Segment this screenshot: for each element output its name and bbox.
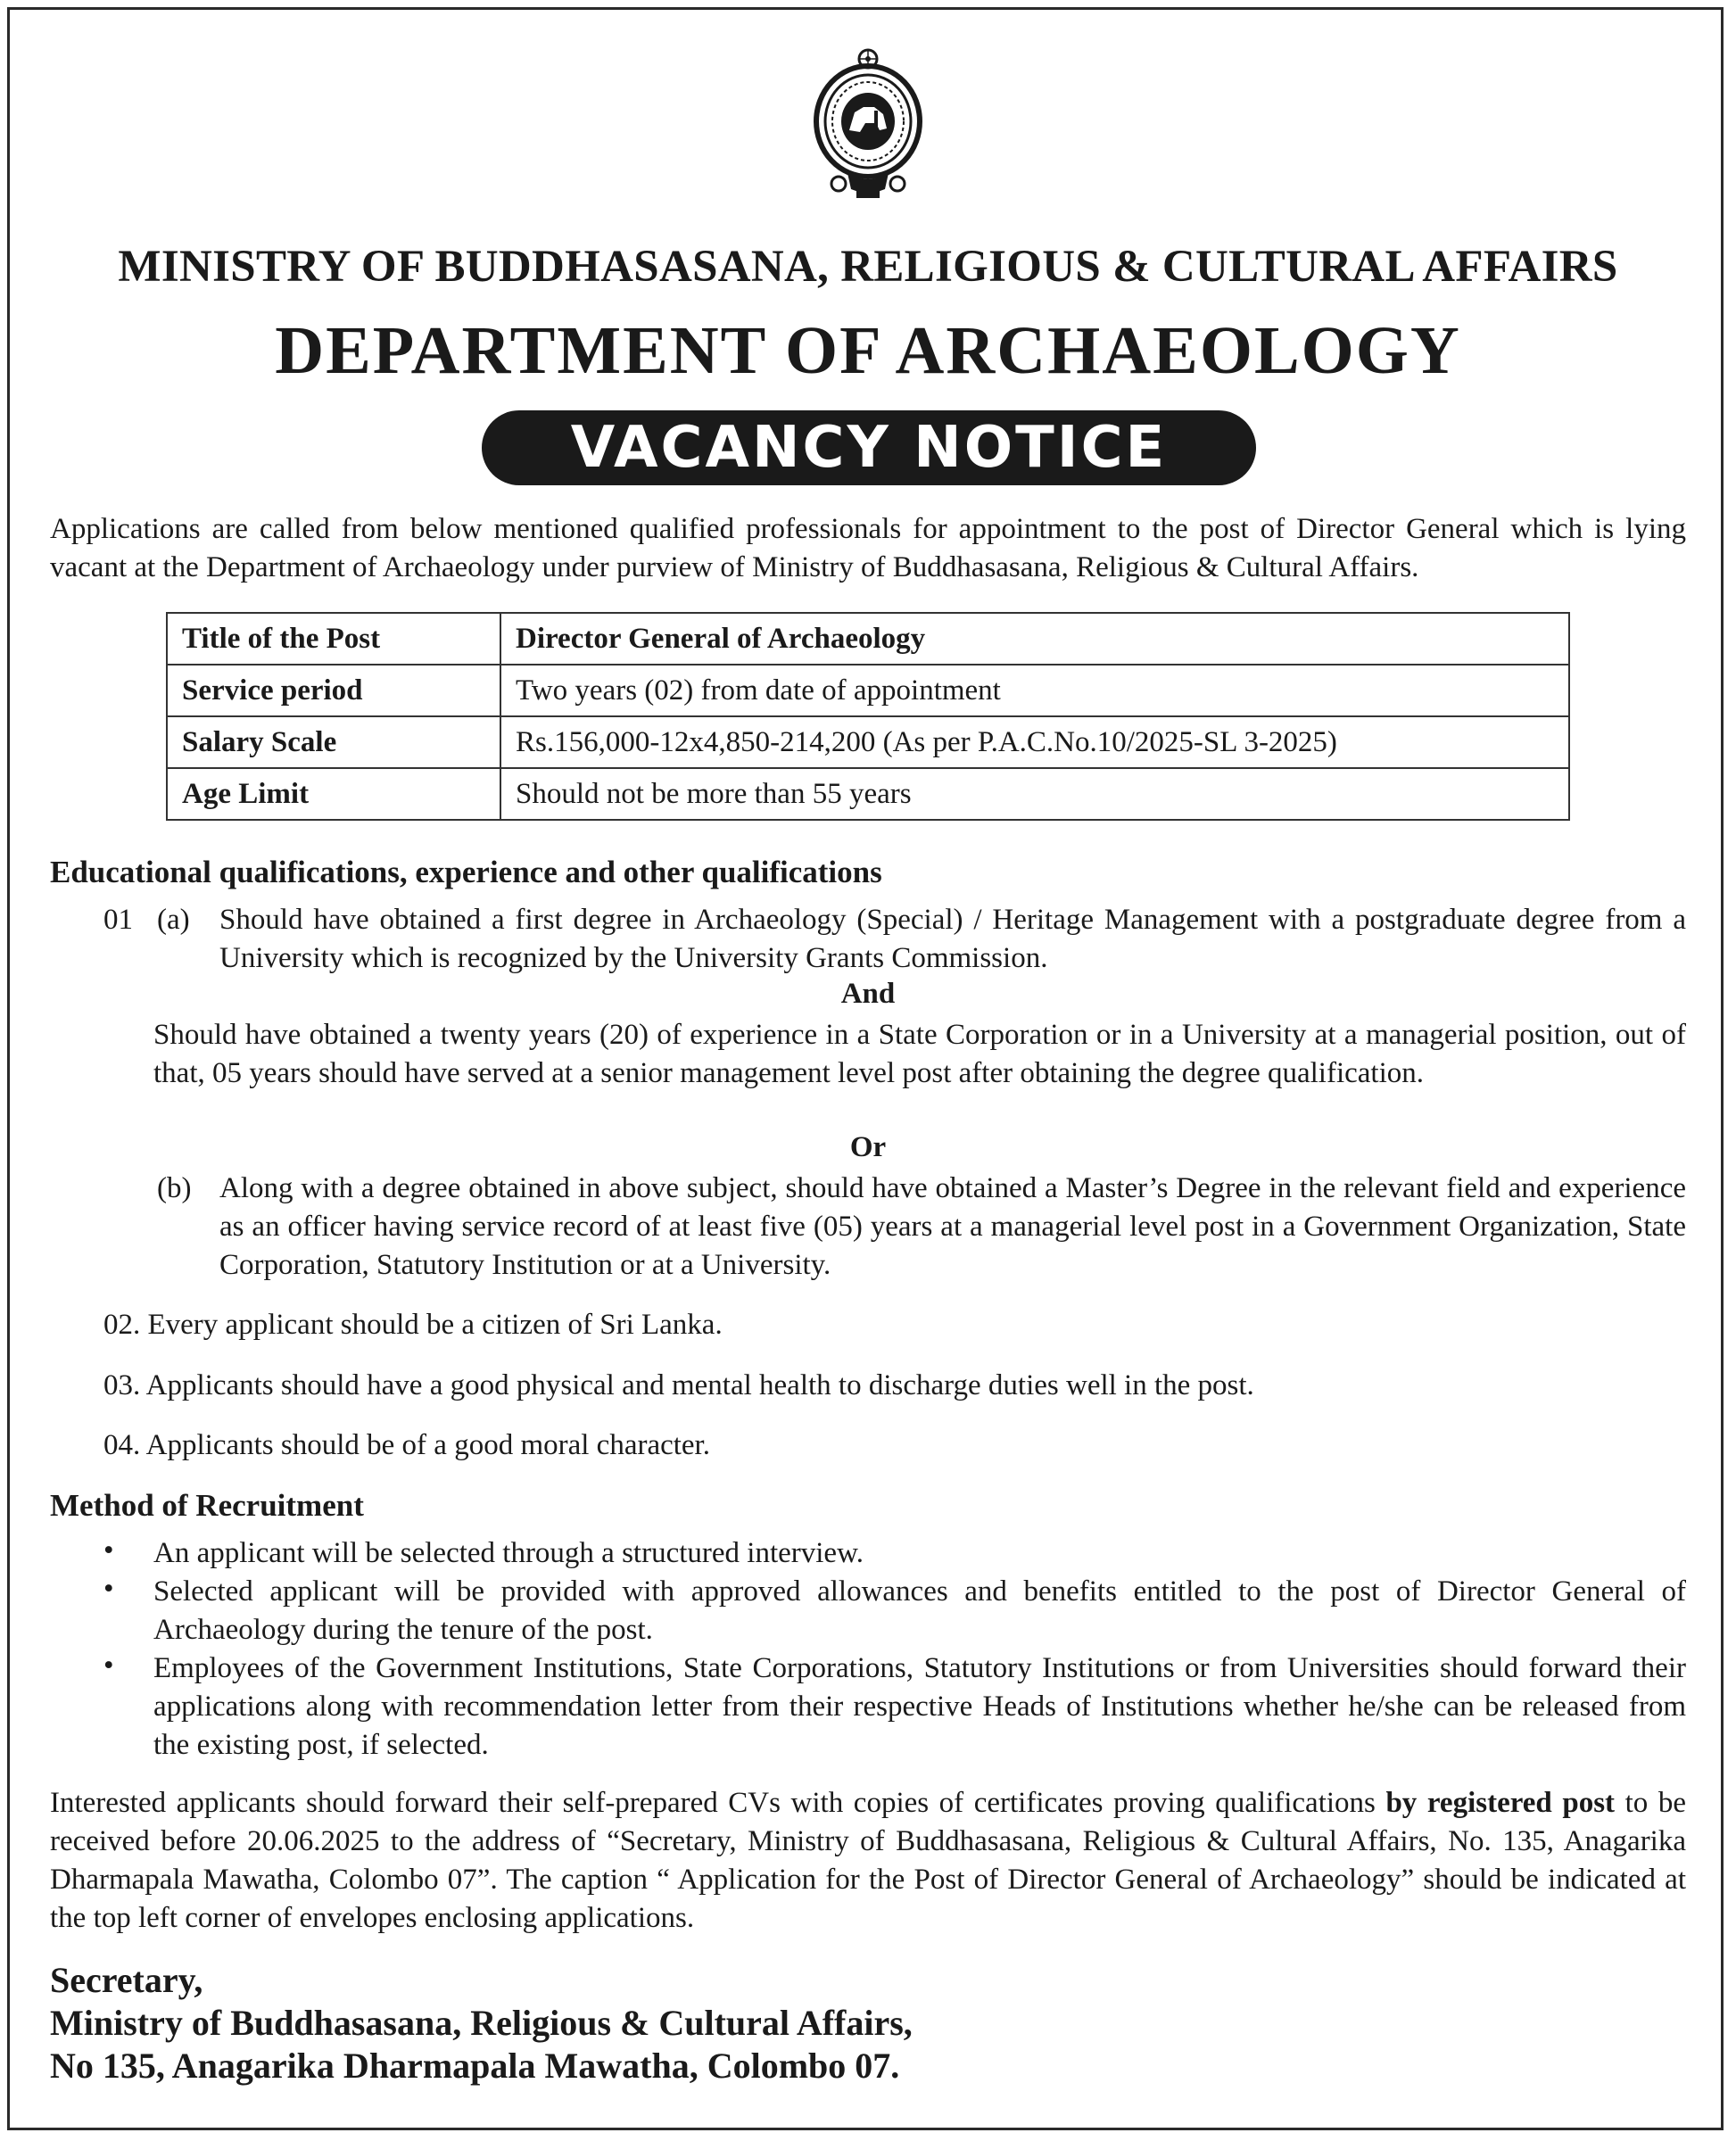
vacancy-notice-banner: VACANCY NOTICE: [482, 410, 1256, 485]
or-separator: Or: [849, 1131, 887, 1163]
signature-block: [50, 1959, 913, 2087]
intro-paragraph: Applications are called from below mentioned qualified professionals for appointment to the post of Director General which is lying vacant at the Department of Archaeology under purview of Ministry of Buddhasasana, Religious & Cultural Affairs.: [50, 513, 1686, 583]
option-a-text: Should have obtained a first degree in Archaeology (Special) / Heritage Management with a postgraduate degree from a University which is recognized by the University Grants Commission.: [219, 904, 1686, 974]
recruitment-item: An applicant will be selected through a structured interview.: [153, 1537, 864, 1569]
table-row: [167, 665, 1569, 716]
qualifications-heading: Educational qualifications, experience and other qualifications: [50, 855, 882, 889]
recruitment-item: Selected applicant will be provided with approved allowances and benefits entitled to the post of Director General of Archaeology during the tenure of the post.: [153, 1575, 1686, 1646]
qualification-number: 01: [103, 904, 133, 936]
post-details-table: [166, 612, 1570, 821]
table-value: Director General of Archaeology: [500, 613, 1569, 665]
signature-line: Ministry of Buddhasasana, Religious & Cultural Affairs,: [50, 2003, 913, 2043]
bullet-icon: •: [103, 1649, 114, 1682]
table-row: [167, 613, 1569, 665]
bullet-icon: •: [103, 1573, 114, 1605]
option-a-label: (a): [157, 904, 190, 936]
closing-text-1: Interested applicants should forward their self-prepared CVs with copies of certificates proving qualifications: [50, 1787, 1386, 1819]
closing-paragraph: [50, 1784, 1686, 1938]
table-row: [167, 716, 1569, 768]
option-b-text: Along with a degree obtained in above subject, should have obtained a Master’s Degree in the relevant field and experience as an officer having service record of at least five (05) years at a managerial level post in a Government Organization, State Corporation, Statutory Institution or at a University.: [219, 1172, 1686, 1281]
table-key: Service period: [167, 665, 500, 716]
qualification-02: 02. Every applicant should be a citizen of Sri Lanka.: [103, 1309, 723, 1341]
and-separator: And: [840, 978, 896, 1010]
signature-line: No 135, Anagarika Dharmapala Mawatha, Colombo 07.: [50, 2046, 900, 2086]
table-key: Age Limit: [167, 768, 500, 820]
closing-text-2: to be received before 20.06.2025 to the address of “Secretary, Ministry of Buddhasasana, Religious & Cultural Affairs, No. 135, Anagarika Dharmapala Mawatha, Colombo 07”. The caption “ Application for the Post of Director General of Archaeology” should be indicated at the top left corner of envelopes enclosing applications.: [50, 1787, 1686, 1934]
department-title: DEPARTMENT OF ARCHAEOLOGY: [275, 313, 1461, 388]
table-key: Title of the Post: [167, 613, 500, 665]
signature-line: Secretary,: [50, 1960, 203, 2000]
table-value: Should not be more than 55 years: [500, 768, 1569, 820]
experience-text: Should have obtained a twenty years (20) of experience in a State Corporation or in a University at a managerial position, out of that, 05 years should have served at a senior management level post after obtaining the degree qualification.: [153, 1019, 1686, 1089]
qualification-03: 03. Applicants should have a good physical and mental health to discharge duties well in the post.: [103, 1369, 1254, 1401]
national-emblem-icon: [812, 48, 924, 202]
bullet-icon: •: [103, 1534, 114, 1566]
qualification-04: 04. Applicants should be of a good moral character.: [103, 1429, 710, 1461]
option-b-label: (b): [157, 1172, 192, 1204]
closing-emphasis: by registered post: [1385, 1787, 1616, 1819]
recruitment-item: Employees of the Government Institutions, State Corporations, Statutory Institutions or from Universities should forward their applications along with recommendation letter from their respective Heads of Institutions whether he/she can be released from the existing post, if selected.: [153, 1652, 1686, 1761]
recruitment-heading: Method of Recruitment: [50, 1488, 364, 1523]
table-value: Rs.156,000-12x4,850-214,200 (As per P.A.C.No.10/2025-SL 3-2025): [500, 716, 1569, 768]
table-row: [167, 768, 1569, 820]
table-value: Two years (02) from date of appointment: [500, 665, 1569, 716]
table-key: Salary Scale: [167, 716, 500, 768]
ministry-title: MINISTRY OF BUDDHASASANA, RELIGIOUS & CULTURAL AFFAIRS: [118, 242, 1618, 292]
